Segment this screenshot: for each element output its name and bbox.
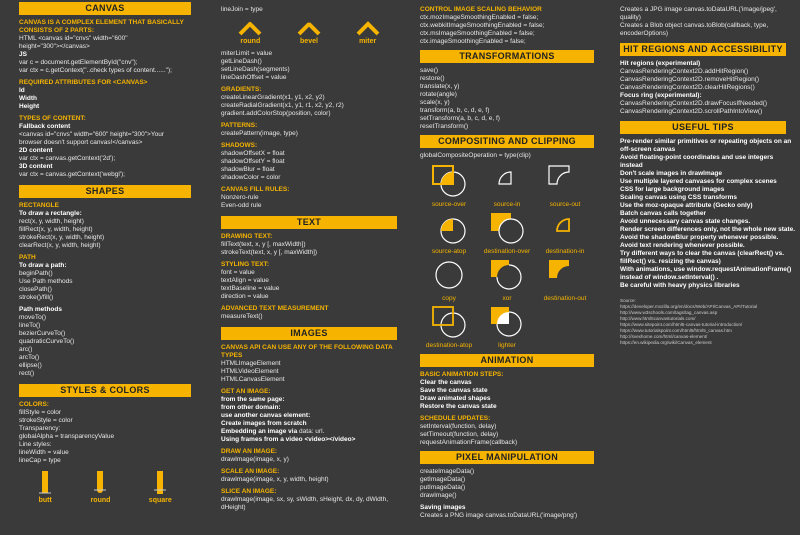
pattern-create: createPattern(image, type) — [221, 130, 298, 137]
column-tips — [620, 0, 796, 535]
scaling-line-2: ctx.webkitImageSmoothingEnabled = false; — [420, 22, 545, 29]
destination-over-icon — [489, 211, 525, 245]
focus-scroll: CanvasRenderingContext2D.scrollPathIntoView() — [620, 108, 763, 115]
path-step-1: beginPath() — [19, 270, 53, 277]
measure-text: measureText() — [221, 313, 263, 320]
attr-id: Id — [19, 87, 25, 94]
path-method-arc: arc() — [19, 346, 33, 353]
path-step-4: stroke()/fill() — [19, 294, 54, 301]
rectangle-heading: RECTANGLE — [19, 202, 59, 209]
get-image-1: from the same page: — [221, 396, 285, 403]
line-cap-round-label: round — [90, 497, 111, 504]
xor-label: xor — [502, 295, 512, 302]
transform-rotate: rotate(angle) — [420, 91, 457, 98]
gradients-heading: GRADIENTS: — [221, 86, 262, 93]
line-join-bevel-label: bevel — [300, 38, 318, 45]
line-join-bevel — [296, 20, 322, 46]
get-image-5 — [221, 428, 397, 436]
set-line-dash: setLineDash(segments) — [221, 66, 290, 73]
line-dash-offset: lineDashOffset = value — [221, 74, 287, 81]
section-header-shapes: SHAPES — [19, 185, 191, 198]
hit-remove: CanvasRenderingContext2D.removeHitRegion() — [620, 76, 760, 83]
patterns-heading: PATTERNS: — [221, 122, 258, 129]
get-line-dash: getLineDash() — [221, 58, 262, 65]
tip-item: Try different ways to clear the canvas (clearRect() vs. — [620, 250, 785, 257]
path-method-rect: rect() — [19, 370, 35, 377]
text-font: font = value — [221, 269, 255, 276]
hit-add: CanvasRenderingContext2D.addHitRegion() — [620, 68, 749, 75]
path-method-arcto: arcTo() — [19, 354, 40, 361]
rect-method-3: strokeRect(x, y, width, height) — [19, 234, 105, 241]
tip-item: Avoid text rendering whenever possible. — [620, 242, 745, 249]
slice-image-code: drawImage(image, sx, sy, sWidth, sHeight, dx, dy, dWidth, — [221, 496, 389, 503]
tip-item: Use the moz-opaque attribute (Gecko only) — [620, 202, 753, 209]
tip-item: Use multiple layered canvases for complex scenes — [620, 178, 777, 185]
source-link[interactable]: https://developer.mozilla.org/en/docs/Web/API/Canvas_API/Tutorial — [620, 304, 758, 309]
composite-source-over — [420, 164, 478, 209]
style-line-3: Transparency: — [19, 425, 61, 432]
line-join-label: lineJoin = type — [221, 6, 263, 13]
line-join-miter — [355, 20, 381, 46]
pixel-create: createImageData() — [420, 468, 475, 475]
get-image-4: Create images from scratch — [221, 420, 307, 427]
transform-restore: restore() — [420, 75, 445, 82]
image-type-2: HTMLVideoElement — [221, 368, 279, 375]
schedule-timeout: setTimeout(function, delay) — [420, 431, 499, 438]
section-header-images: IMAGES — [221, 327, 397, 340]
transform-reset: resetTransform() — [420, 123, 469, 130]
source-link[interactable]: http://www.w3schools.com/tags/tag_canvas.asp — [620, 310, 718, 315]
text-align: textAlign = value — [221, 277, 269, 284]
style-line-4: globalAlpha = transparencyValue — [19, 433, 115, 440]
blob-line-2: encoderOptions) — [620, 30, 669, 37]
2d-content-label: 2D content — [19, 147, 53, 154]
source-in-icon — [489, 164, 525, 198]
source-out-label: source-out — [549, 201, 581, 208]
destination-over-label: destination-over — [483, 248, 531, 255]
scaling-line-3: ctx.msImageSmoothingEnabled = false; — [420, 30, 535, 37]
style-line-5: Line styles: — [19, 441, 52, 448]
gradient-radial: createRadialGradient(x1, y1, r1, x2, y2, r2) — [221, 102, 344, 109]
tip-item: Scaling canvas using CSS transforms — [620, 194, 738, 201]
scaling-line-1: ctx.mozImageSmoothingEnabled = false; — [420, 14, 539, 21]
tip-item: Be careful with heavy physics libraries — [620, 282, 740, 289]
tip-item: Avoid floating-point coordinates and use integers — [620, 154, 774, 161]
rect-method-1: rect(x, y, width, height) — [19, 218, 84, 225]
text-direction: direction = value — [221, 293, 269, 300]
path-heading: PATH — [19, 254, 36, 261]
line-join-round-icon — [237, 20, 263, 36]
3d-content-code: var ctx = canvas.getContext('webgl'); — [19, 171, 125, 178]
path-methods-label: Path methods — [19, 306, 62, 313]
required-attributes-heading: REQUIRED ATTRIBUTES FOR <CANVAS> — [19, 79, 148, 86]
tip-item: off-screen canvas — [620, 146, 676, 153]
style-line-7: lineCap = type — [19, 457, 61, 464]
miter-limit: miterLimit = value — [221, 50, 273, 57]
transform-save: save() — [420, 67, 439, 74]
tip-item: Avoid the shadowBlur property whenever possible. — [620, 234, 779, 241]
schedule-raf: requestAnimationFrame(callback) — [420, 439, 518, 446]
source-over-label: source-over — [431, 201, 467, 208]
composite-source-atop — [420, 211, 478, 256]
gradient-linear: createLinearGradient(x1, y1, x2, y2) — [221, 94, 325, 101]
fill-rule-nonzero: Nonzero-rule — [221, 194, 259, 201]
stroke-text: strokeText(text, x, y [, maxWidth]) — [221, 249, 318, 256]
destination-out-icon — [547, 258, 583, 292]
focus-draw: CanvasRenderingContext2D.drawFocusIfNeeded() — [620, 100, 768, 107]
composite-destination-in — [536, 211, 594, 256]
shadow-blur: shadowBlur = float — [221, 166, 275, 173]
composite-grid — [420, 164, 594, 350]
composite-code: globalCompositeOperation = type(clip) — [420, 152, 531, 159]
fallback-content-label: Fallback content — [19, 123, 71, 130]
section-header-transformations: TRANSFORMATIONS — [420, 50, 594, 63]
style-line-2: strokeStyle = color — [19, 417, 73, 424]
scaling-line-4: ctx.imageSmoothingEnabled = false; — [420, 38, 526, 45]
attr-width: Width — [19, 95, 37, 102]
advanced-text-heading: ADVANCED TEXT MEASUREMENT — [221, 305, 329, 312]
source-link[interactable]: https://www.tutorialspoint.com/html5/html5_canvas.htm — [620, 328, 732, 333]
fallback-code-1: <canvas id="cnvs" width="600" height="300">Your — [19, 131, 164, 138]
draw-image-code: drawImage(image, x, y) — [221, 456, 289, 463]
tip-item: With animations, use window.requestAnimationFrame() — [620, 266, 792, 273]
animation-step-3: Draw animated shapes — [420, 395, 491, 402]
tip-item: Batch canvas calls together — [620, 210, 706, 217]
section-header-compositing: COMPOSITING AND CLIPPING — [420, 135, 594, 148]
js-code-1: var c = document.getElementById("cnv"); — [19, 59, 138, 66]
animation-step-4: Restore the canvas state — [420, 403, 497, 410]
fill-text: fillText(text, x, y [, maxWidth]) — [221, 241, 306, 248]
transform-transform: transform(a, b, c, d, e, f) — [420, 107, 490, 114]
path-intro: To draw a path: — [19, 262, 67, 269]
section-header-canvas: CANVAS — [19, 2, 191, 15]
get-image-heading: GET AN IMAGE: — [221, 388, 271, 395]
attr-height: Height — [19, 103, 40, 110]
destination-in-icon — [547, 211, 583, 245]
source-label: Source: — [620, 298, 636, 303]
tip-item: Avoid unnecessary canvas state changes. — [620, 218, 751, 225]
tip-item: CSS for large background images — [620, 186, 725, 193]
draw-image-heading: DRAW AN IMAGE: — [221, 448, 278, 455]
slice-image-code-2: dHeight) — [221, 504, 246, 511]
path-method-lineto: lineTo() — [19, 322, 41, 329]
transform-translate: translate(x, y) — [420, 83, 460, 90]
rect-method-4: clearRect(x, y, width, height) — [19, 242, 101, 249]
line-cap-square — [149, 471, 172, 505]
composite-destination-atop — [420, 305, 478, 350]
destination-out-label: destination-out — [543, 295, 587, 302]
line-cap-butt — [38, 471, 52, 505]
fill-rule-evenodd: Even-odd rule — [221, 202, 262, 209]
line-cap-round — [91, 471, 111, 505]
text-baseline: textBaseline = value — [221, 285, 280, 292]
fallback-code-2: browser doesn't support canvas!</canvas> — [19, 139, 143, 146]
composite-destination-out — [536, 258, 594, 303]
image-scaling-heading: CONTROL IMAGE SCALING BEHAVIOR — [420, 6, 542, 13]
schedule-interval: setInterval(function, delay) — [420, 423, 497, 430]
section-header-text: TEXT — [221, 216, 397, 229]
style-line-6: lineWidth = value — [19, 449, 69, 456]
canvas-html-line-2: height="300"></canvas> — [19, 43, 90, 50]
canvas-subtitle-2: CONSISTS OF 2 PARTS: — [19, 27, 94, 34]
shadow-color: shadowColor = color — [221, 174, 281, 181]
section-header-animation: ANIMATION — [420, 354, 594, 367]
shadow-offset-x: shadowOffsetX = float — [221, 150, 285, 157]
line-cap-icons — [19, 471, 191, 505]
path-method-quadratic: quadraticCurveTo() — [19, 338, 75, 345]
composite-lighter — [478, 305, 536, 350]
shadow-offset-y: shadowOffsetY = float — [221, 158, 285, 165]
hit-regions-label: Hit regions (experimental) — [620, 60, 701, 67]
image-type-1: HTMLImageElement — [221, 360, 281, 367]
source-atop-icon — [431, 211, 467, 245]
composite-source-in — [478, 164, 536, 209]
transform-scale: scale(x, y) — [420, 99, 450, 106]
transform-set: setTransform(a, b, c, d, e, f) — [420, 115, 500, 122]
images-intro-2: TYPES — [221, 352, 243, 359]
blob-line-1: Creates a Blob object canvas.toBlob(callback, type, — [620, 22, 769, 29]
schedule-updates-heading: SCHEDULE UPDATES: — [420, 415, 491, 422]
tip-item: Don't scale images in drawImage — [620, 170, 722, 177]
lighter-label: lighter — [498, 342, 516, 349]
path-method-ellipse: ellipse() — [19, 362, 42, 369]
rect-method-2: fillRect(x, y, width, height) — [19, 226, 93, 233]
style-line-1: fillStyle = color — [19, 409, 62, 416]
drawing-text-heading: DRAWING TEXT: — [221, 233, 273, 240]
section-header-hit-regions: HIT REGIONS AND ACCESSIBILITY — [620, 43, 786, 56]
composite-destination-over — [478, 211, 536, 256]
line-join-bevel-icon — [296, 20, 322, 36]
source-link[interactable]: https://en.wikipedia.org/wiki/Canvas_element — [620, 340, 712, 345]
path-step-3: closePath() — [19, 286, 52, 293]
basic-animation-heading: BASIC ANIMATION STEPS: — [420, 371, 504, 378]
pixel-put: putImageData() — [420, 484, 466, 491]
composite-copy — [420, 258, 478, 303]
line-cap-butt-icon — [38, 471, 52, 495]
column-transform-animation — [420, 0, 594, 535]
types-of-content-heading: TYPES OF CONTENT: — [19, 115, 86, 122]
line-join-icons — [221, 20, 397, 46]
canvas-html-line: HTML <canvas id="cnvs" width="600" — [19, 35, 128, 42]
column-styles-text-images — [221, 0, 397, 535]
line-join-round — [237, 20, 263, 46]
get-image-3: use another canvas element: — [221, 412, 311, 419]
section-header-tips: USEFUL TIPS — [620, 121, 786, 134]
saving-images-label: Saving images — [420, 504, 466, 511]
scale-image-heading: SCALE AN IMAGE: — [221, 468, 280, 475]
rectangle-intro: To draw a rectangle: — [19, 210, 82, 217]
tip-item: Render screen differences only, not the whole new state. — [620, 226, 796, 233]
source-link[interactable]: https://www.sitepoint.com/html5-canvas-tutorial-introduction/ — [620, 322, 743, 327]
destination-atop-label: destination-atop — [425, 342, 473, 349]
styling-text-heading: STYLING TEXT: — [221, 261, 270, 268]
js-code-2: var ctx = c.getContext("..check types of content......"); — [19, 67, 172, 74]
line-join-miter-icon — [355, 20, 381, 36]
get-image-2: from other domain: — [221, 404, 281, 411]
animation-step-2: Save the canvas state — [420, 387, 488, 394]
scale-image-code: drawImage(image, x, y, width, height) — [221, 476, 329, 483]
js-label: JS — [19, 51, 27, 58]
3d-content-label: 3D content — [19, 163, 53, 170]
colors-heading: COLORS: — [19, 401, 49, 408]
get-image-5a: Embedding an image via — [221, 428, 298, 435]
tip-item: Pre-render similar primitives or repeating objects on an — [620, 138, 792, 145]
tip-item: instead — [620, 162, 643, 169]
copy-icon — [431, 258, 467, 292]
source-over-icon — [431, 164, 467, 198]
line-join-miter-label: miter — [359, 38, 377, 45]
tip-item: instead of window.setInterval() . — [620, 274, 719, 281]
image-type-3: HTMLCanvasElement — [221, 376, 285, 383]
source-in-label: source-in — [493, 201, 521, 208]
composite-xor — [478, 258, 536, 303]
copy-label: copy — [442, 295, 456, 302]
focus-ring-label: Focus ring (experimental): — [620, 92, 702, 99]
path-step-2: Use Path methods — [19, 278, 73, 285]
canvas-subtitle: CANVAS IS A COMPLEX ELEMENT THAT BASICALLY — [19, 19, 184, 26]
gradient-colorstop: gradient.addColorStop(position, color) — [221, 110, 331, 117]
line-cap-butt-label: butt — [38, 497, 52, 504]
get-image-6: Using frames from a video <video></video> — [221, 436, 356, 443]
path-method-bezier: bezierCurveTo() — [19, 330, 66, 337]
section-header-pixel: PIXEL MANIPULATION — [420, 451, 594, 464]
jpg-line-2: quality) — [620, 14, 641, 21]
line-cap-round-icon — [93, 471, 107, 495]
sources-block — [620, 298, 786, 346]
source-link[interactable]: http://svexhome.com/html/canvas-element/ — [620, 334, 708, 339]
column-canvas — [19, 0, 191, 535]
pixel-get: getImageData() — [420, 476, 466, 483]
fill-rules-heading: CANVAS FILL RULES: — [221, 186, 290, 193]
jpg-line-1: Creates a JPG image canvas.toDataURL('image/jpeg', — [620, 6, 777, 13]
composite-source-out — [536, 164, 594, 209]
tip-item: fillRect() vs. resizing the canvas) — [620, 258, 721, 265]
pixel-draw: drawImage() — [420, 492, 457, 499]
get-image-5b: data: url. — [299, 428, 325, 435]
shadows-heading: SHADOWS: — [221, 142, 258, 149]
line-cap-square-icon — [153, 471, 167, 495]
source-out-icon — [547, 164, 583, 198]
slice-image-heading: SLICE AN IMAGE: — [221, 488, 277, 495]
line-join-round-label: round — [240, 38, 261, 45]
source-atop-label: source-atop — [431, 248, 467, 255]
2d-content-code: var ctx = canvas.getContext('2d'); — [19, 155, 116, 162]
section-header-styles: STYLES & COLORS — [19, 384, 191, 397]
xor-icon — [489, 258, 525, 292]
animation-step-1: Clear the canvas — [420, 379, 472, 386]
hit-clear: CanvasRenderingContext2D.clearHitRegions() — [620, 84, 755, 91]
line-cap-square-label: square — [148, 497, 172, 504]
images-intro: CANVAS API CAN USE ANY OF THE FOLLOWING DATA — [221, 344, 393, 351]
source-link[interactable]: http://www.html5canvastutorials.com/ — [620, 316, 696, 321]
saving-png: Creates a PNG image canvas.toDataURL('image/png') — [420, 512, 578, 519]
path-method-moveto: moveTo() — [19, 314, 47, 321]
lighter-icon — [489, 305, 525, 339]
destination-in-label: destination-in — [545, 248, 585, 255]
destination-atop-icon — [431, 305, 467, 339]
